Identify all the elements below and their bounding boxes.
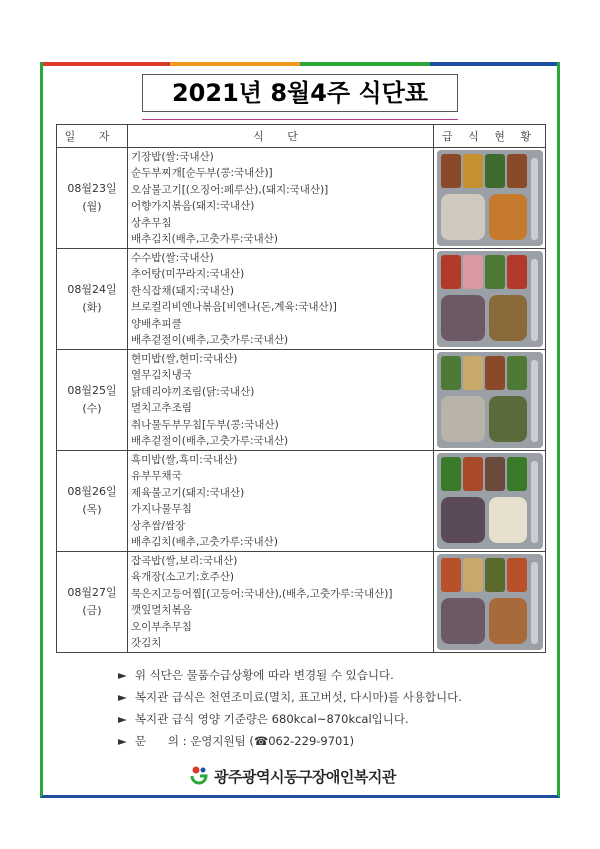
rice-bowl <box>441 194 485 240</box>
header-photo: 급 식 현 황 <box>434 125 546 148</box>
menu-item: 추어탕(미꾸라지:국내산) <box>131 268 245 280</box>
page-title: 2021년 8월4주 식단표 <box>142 74 458 112</box>
menu-item: 묵은지고등어찜[(고등어:국내산),(배추,고춧가루:국내산)] <box>131 587 393 600</box>
table-row <box>57 249 546 350</box>
menu-item: 닭데리야끼조림(닭:국내산) <box>131 385 255 398</box>
side-dish <box>485 558 505 592</box>
side-dish <box>441 154 461 188</box>
organization-name: 광주광역시동구장애인복지관 <box>214 768 396 786</box>
header-date: 일 자 <box>57 125 128 148</box>
side-dish <box>463 255 483 289</box>
note-text: 문 의 : 운영지원팀 (☎062-229-9701) <box>134 734 355 748</box>
note-item <box>118 686 462 708</box>
date-cell <box>57 148 128 249</box>
menu-item: 오이부추무침 <box>131 620 192 633</box>
logo-icon <box>188 765 210 787</box>
side-dish <box>507 457 527 491</box>
spoon <box>531 461 538 543</box>
arrow-icon: ► <box>118 712 127 726</box>
menu-item: 배추겉절이(배추,고춧가루:국내산) <box>131 435 289 447</box>
side-dish <box>507 154 527 188</box>
date-text: 08월27일 <box>67 586 117 599</box>
day-text: (목) <box>82 503 102 516</box>
menu-item: 순두부찌개[순두부(콩:국내산)] <box>131 167 273 179</box>
spoon <box>531 158 538 240</box>
photo-cell <box>434 148 546 249</box>
arrow-icon: ► <box>118 734 127 748</box>
menu-item: 한식잡채(돼지:국내산) <box>131 284 235 297</box>
notes-list <box>118 664 462 752</box>
arrow-icon: ► <box>118 668 127 682</box>
side-dish <box>507 255 527 289</box>
menu-item: 육개장(소고기:호주산) <box>131 571 235 583</box>
soup-bowl <box>489 497 527 543</box>
spoon <box>531 562 538 644</box>
note-text: 복지관 급식 영양 기준량은 680kcal~870kcal입니다. <box>134 712 409 726</box>
note-item <box>118 708 462 730</box>
date-text: 08월24일 <box>67 283 117 296</box>
menu-item: 브로컬리비엔나볶음[비엔나(돈,계육:국내산)] <box>131 301 337 313</box>
side-dish <box>441 356 461 390</box>
note-text: 복지관 급식은 천연조미료(멸치, 표고버섯, 다시마)를 사용합니다. <box>134 690 462 704</box>
meal-tray-photo <box>437 352 543 448</box>
menu-item: 수수밥(쌀:국내산) <box>131 251 214 264</box>
side-dish <box>485 356 505 390</box>
day-text: (금) <box>82 604 102 617</box>
header-menu: 식 단 <box>128 125 434 148</box>
side-dish <box>441 558 461 592</box>
menu-item: 배추김치(배추,고춧가루:국내산) <box>131 536 278 548</box>
menu-item: 갓김치 <box>131 637 162 649</box>
menu-item: 상추쌈/쌈장 <box>131 519 186 532</box>
menu-item: 취나물두부무침[두부(콩:국내산) <box>131 418 279 431</box>
meal-tray-photo <box>437 251 543 347</box>
meal-tray-photo <box>437 150 543 246</box>
soup-bowl <box>489 598 527 644</box>
rice-bowl <box>441 396 485 442</box>
menu-item: 배추김치(배추,고춧가루:국내산) <box>131 233 278 245</box>
menu-item: 잡곡밥(쌀,보리:국내산) <box>131 554 238 567</box>
menu-cell <box>128 552 434 653</box>
day-text: (화) <box>82 301 102 314</box>
menu-item: 가지나물무침 <box>131 503 192 515</box>
menu-item: 유부무채국 <box>131 470 182 482</box>
side-dish <box>463 356 483 390</box>
side-dish <box>485 154 505 188</box>
menu-item: 제육불고기(돼지:국내산) <box>131 486 245 499</box>
soup-bowl <box>489 295 527 341</box>
menu-cell <box>128 249 434 350</box>
side-dish <box>485 255 505 289</box>
date-cell <box>57 350 128 451</box>
soup-bowl <box>489 194 527 240</box>
menu-item: 열무김치냉국 <box>131 369 192 381</box>
table-row <box>57 148 546 249</box>
date-text: 08월23일 <box>67 182 117 195</box>
date-text: 08월25일 <box>67 384 117 397</box>
note-item <box>118 664 462 686</box>
menu-item: 현미밥(쌀,현미:국내산) <box>131 352 238 365</box>
note-item <box>118 730 462 752</box>
side-dish <box>507 356 527 390</box>
menu-table-body <box>57 148 546 653</box>
menu-cell <box>128 148 434 249</box>
photo-cell <box>434 249 546 350</box>
side-dish <box>441 457 461 491</box>
menu-item: 기장밥(쌀:국내산) <box>131 150 214 163</box>
menu-item: 멸치고추조림 <box>131 402 192 414</box>
side-dish <box>485 457 505 491</box>
side-dish <box>463 154 483 188</box>
menu-item: 양배추피클 <box>131 317 182 330</box>
arrow-icon: ► <box>118 690 127 704</box>
soup-bowl <box>489 396 527 442</box>
menu-item: 어향가지볶음(돼지:국내산) <box>131 200 255 212</box>
day-text: (월) <box>82 200 102 213</box>
table-row <box>57 451 546 552</box>
rice-bowl <box>441 295 485 341</box>
rice-bowl <box>441 497 485 543</box>
side-dish <box>507 558 527 592</box>
logo-dot <box>193 767 200 774</box>
photo-cell <box>434 552 546 653</box>
spoon <box>531 259 538 341</box>
photo-cell <box>434 350 546 451</box>
meal-tray-photo <box>437 554 543 650</box>
title-underline <box>142 119 458 120</box>
menu-cell <box>128 451 434 552</box>
menu-item: 오삼불고기[(오징어:페루산),(돼지:국내산)] <box>131 183 329 196</box>
menu-cell <box>128 350 434 451</box>
menu-item: 상추무침 <box>131 216 172 229</box>
side-dish <box>441 255 461 289</box>
menu-item: 깻잎멸치볶음 <box>131 604 192 616</box>
menu-item: 배추겉절이(배추,고춧가루:국내산) <box>131 334 289 346</box>
date-cell <box>57 451 128 552</box>
logo-dot-blue <box>201 768 206 773</box>
date-cell <box>57 249 128 350</box>
table-row <box>57 350 546 451</box>
menu-item: 흑미밥(쌀,흑미:국내산) <box>131 453 238 466</box>
menu-table <box>56 124 546 653</box>
date-text: 08월26일 <box>67 485 117 498</box>
side-dish <box>463 457 483 491</box>
table-header-row <box>57 125 546 148</box>
note-text: 위 식단은 물품수급상황에 따라 변경될 수 있습니다. <box>134 668 394 682</box>
table-row <box>57 552 546 653</box>
date-cell <box>57 552 128 653</box>
spoon <box>531 360 538 442</box>
side-dish <box>463 558 483 592</box>
meal-tray-photo <box>437 453 543 549</box>
day-text: (수) <box>82 402 102 415</box>
logo-swirl <box>192 776 206 783</box>
rice-bowl <box>441 598 485 644</box>
photo-cell <box>434 451 546 552</box>
